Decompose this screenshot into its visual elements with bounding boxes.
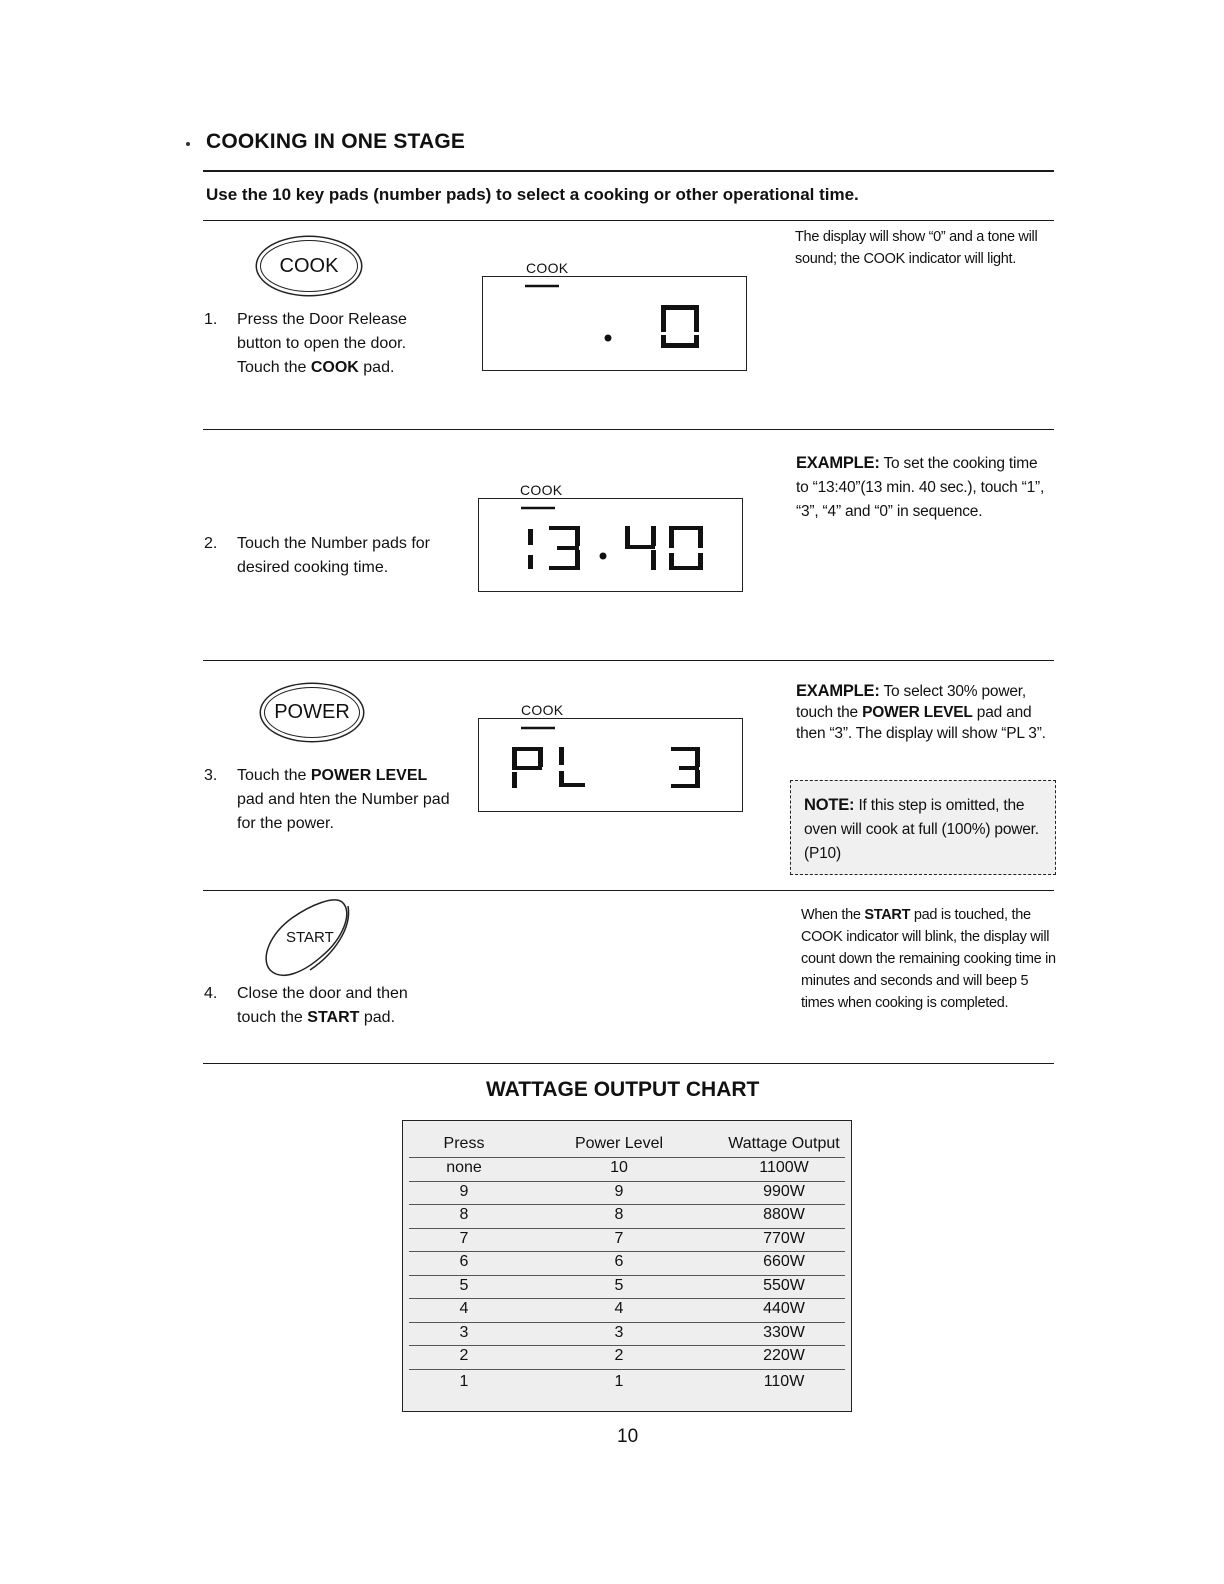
power-pad-label: POWER <box>274 701 350 723</box>
display-1-segments <box>483 277 746 370</box>
cell-press: 9 <box>459 1182 469 1200</box>
cell-press: none <box>446 1159 482 1176</box>
step-1-line: Press the Door Release <box>237 311 407 328</box>
display-3 <box>478 718 743 812</box>
wattage-table <box>402 1120 852 1412</box>
table-row <box>409 1371 845 1395</box>
step-3-line: Touch the POWER LEVEL <box>237 767 428 784</box>
cell-power-level: 9 <box>614 1182 624 1200</box>
cell-power-level: 3 <box>614 1323 624 1341</box>
power-pad[interactable] <box>264 687 360 738</box>
table-row <box>409 1228 845 1253</box>
display-3-label: COOK <box>521 702 564 718</box>
table-row <box>409 1204 845 1229</box>
cell-wattage: 880W <box>763 1206 805 1223</box>
table-header-row <box>409 1133 845 1158</box>
start-pad-label: START <box>286 929 334 946</box>
table-row <box>409 1181 845 1206</box>
table-row <box>409 1251 845 1276</box>
step-3-example-line: EXAMPLE: To select 30% power, <box>796 682 1026 700</box>
cell-press: 5 <box>459 1276 469 1294</box>
table-row <box>409 1275 845 1300</box>
divider-2 <box>203 429 1054 430</box>
cell-wattage: 990W <box>763 1182 805 1200</box>
start-pad[interactable] <box>262 898 354 980</box>
cell-press: 3 <box>459 1323 469 1341</box>
step-4-line: touch the START pad. <box>237 1009 396 1026</box>
table-row <box>409 1345 845 1370</box>
divider-4 <box>203 890 1054 891</box>
title-rule <box>203 170 1054 172</box>
subtitle: Use the 10 key pads (number pads) to select a cooking or other operational time. <box>206 185 859 204</box>
digit-0 <box>669 526 703 570</box>
display-1 <box>482 276 747 371</box>
title-bullet <box>186 142 190 146</box>
step-1-line: button to open the door. <box>237 335 407 352</box>
step-1-instructions <box>204 308 464 382</box>
display-2-segments <box>479 499 742 591</box>
step-1-line: Touch the COOK pad. <box>237 359 395 376</box>
step-3-example-line: then “3”. The display will show “PL 3”. <box>796 725 1046 742</box>
cell-wattage: 220W <box>763 1347 805 1364</box>
cell-power-level: 6 <box>614 1253 624 1270</box>
column-header-wattage-output: Wattage Output <box>728 1135 840 1152</box>
note-line: (P10) <box>804 845 841 862</box>
colon-dot <box>605 335 612 342</box>
cell-press: 8 <box>459 1206 469 1223</box>
letter-l <box>559 747 585 787</box>
divider-1 <box>203 220 1054 221</box>
table-row <box>409 1298 845 1323</box>
step-2-instructions <box>204 532 464 582</box>
step-3-number: 3. <box>204 767 218 784</box>
colon-dot <box>600 553 607 560</box>
cell-wattage: 330W <box>763 1323 805 1341</box>
table-row <box>409 1157 845 1182</box>
cell-wattage: 550W <box>763 1276 805 1294</box>
cell-power-level: 1 <box>614 1373 624 1390</box>
digit-3 <box>671 747 700 788</box>
note-text <box>804 793 1039 866</box>
step-2-example-line: EXAMPLE: To set the cooking time <box>796 454 1038 472</box>
cell-wattage: 110W <box>763 1373 805 1390</box>
letter-p <box>512 747 543 788</box>
step-3-instructions <box>204 764 474 838</box>
step-4-desc-line: count down the remaining cooking time in <box>801 951 1056 967</box>
display-2-label: COOK <box>520 482 563 498</box>
step-1-desc-line: The display will show “0” and a tone will <box>795 229 1038 245</box>
step-2-example-line: “3”, “4” and “0” in sequence. <box>796 503 983 520</box>
step-4-desc-line: COOK indicator will blink, the display will <box>801 929 1050 945</box>
step-2-example-line: to “13:40”(13 min. 40 sec.), touch “1”, <box>796 479 1045 496</box>
step-4-desc-line: When the START pad is touched, the <box>801 907 1031 923</box>
step-2-line: Touch the Number pads for <box>237 535 430 552</box>
section-title: COOKING IN ONE STAGE <box>206 130 466 153</box>
step-2-number: 2. <box>204 535 218 552</box>
note-line: oven will cook at full (100%) power. <box>804 821 1039 838</box>
step-1-number: 1. <box>204 311 218 328</box>
step-4-number: 4. <box>204 985 218 1002</box>
digit-4 <box>625 526 656 570</box>
display-2 <box>478 498 743 592</box>
step-4-desc-line: times when cooking is completed. <box>801 995 1009 1011</box>
digit-1 <box>528 529 533 569</box>
cell-press: 4 <box>459 1300 469 1317</box>
step-3-line: for the power. <box>237 815 334 832</box>
cell-power-level: 5 <box>614 1276 624 1294</box>
cell-wattage: 770W <box>763 1229 805 1247</box>
cook-pad-label: COOK <box>279 254 339 277</box>
digit-0 <box>661 305 699 348</box>
display-3-segments <box>479 719 742 811</box>
step-3-example-line: touch the POWER LEVEL pad and <box>796 704 1032 721</box>
cell-wattage: 440W <box>763 1300 805 1317</box>
step-2-line: desired cooking time. <box>237 559 389 576</box>
cell-power-level: 8 <box>614 1206 624 1223</box>
display-1-label: COOK <box>526 260 569 276</box>
cell-press: 2 <box>459 1347 469 1364</box>
column-header-press: Press <box>443 1135 485 1152</box>
column-header-power-level: Power Level <box>574 1135 664 1152</box>
cell-wattage: 660W <box>763 1253 805 1270</box>
step-4-desc-line: minutes and seconds and will beep 5 <box>801 973 1029 989</box>
step-3-example <box>796 681 1058 744</box>
step-2-example <box>796 451 1058 524</box>
cell-press: 6 <box>459 1253 469 1270</box>
step-1-description <box>795 226 1055 270</box>
page-number: 10 <box>617 1426 639 1447</box>
cell-wattage: 1100W <box>759 1159 809 1176</box>
step-3-line: pad and hten the Number pad <box>237 791 450 808</box>
cell-power-level: 7 <box>614 1229 624 1247</box>
note-box <box>790 780 1056 875</box>
step-1-desc-line: sound; the COOK indicator will light. <box>795 251 1017 267</box>
step-4-line: Close the door and then <box>237 985 408 1002</box>
cell-power-level: 10 <box>610 1159 628 1176</box>
cell-press: 1 <box>459 1373 469 1390</box>
cell-power-level: 2 <box>614 1347 624 1364</box>
cell-press: 7 <box>459 1229 469 1247</box>
digit-3 <box>549 526 580 570</box>
chart-title: WATTAGE OUTPUT CHART <box>486 1078 760 1101</box>
step-4-instructions <box>204 982 474 1032</box>
table-row <box>409 1322 845 1347</box>
step-4-description <box>801 904 1061 1014</box>
divider-3 <box>203 660 1054 661</box>
divider-5 <box>203 1063 1054 1064</box>
cook-pad[interactable] <box>260 240 358 292</box>
note-line: NOTE: If this step is omitted, the <box>804 796 1025 814</box>
cell-power-level: 4 <box>614 1300 624 1317</box>
